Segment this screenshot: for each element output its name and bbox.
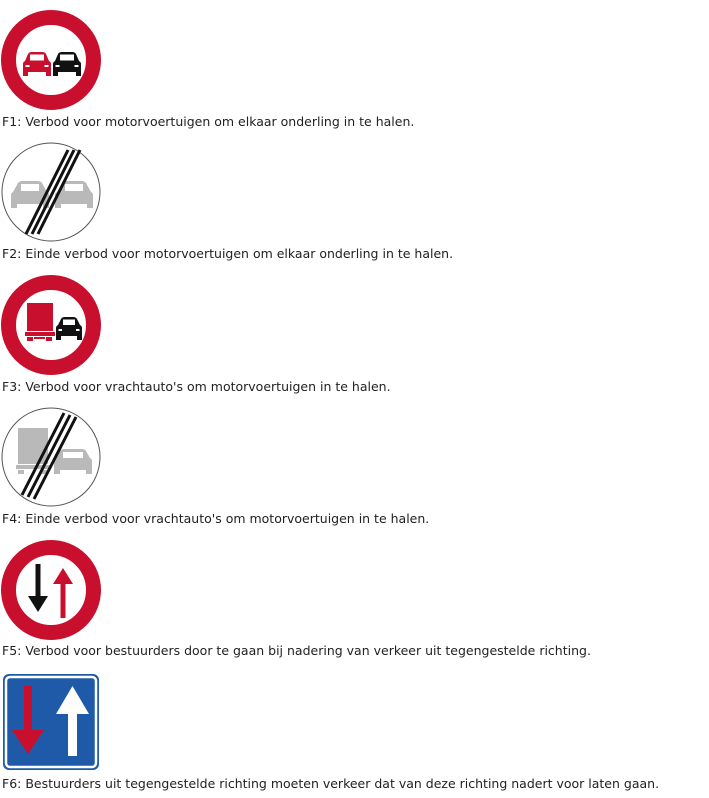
sign-caption-f4: F4: Einde verbod voor vrachtauto's om motorvoertuigen in te halen. <box>2 511 430 526</box>
sign-f4-end-no-overtaking-trucks-icon <box>1 407 101 507</box>
sign-f6-priority-over-oncoming-icon <box>1 672 101 772</box>
sign-caption-f6: F6: Bestuurders uit tegengestelde richting moeten verkeer dat van deze richting nadert voor laten gaan. <box>2 776 660 791</box>
sign-caption-f3: F3: Verbod voor vrachtauto's om motorvoertuigen in te halen. <box>2 379 391 394</box>
sign-f2-end-no-overtaking-icon <box>1 142 101 242</box>
sign-f3-no-overtaking-trucks-icon <box>1 275 101 375</box>
sign-caption-f2: F2: Einde verbod voor motorvoertuigen om elkaar onderling in te halen. <box>2 246 454 261</box>
sign-f1-no-overtaking-icon <box>1 10 101 110</box>
sign-f5-give-way-oncoming-icon <box>1 540 101 640</box>
sign-caption-f1: F1: Verbod voor motorvoertuigen om elkaar onderling in te halen. <box>2 114 415 129</box>
sign-caption-f5: F5: Verbod voor bestuurders door te gaan bij nadering van verkeer uit tegengestelde richting. <box>2 643 591 658</box>
